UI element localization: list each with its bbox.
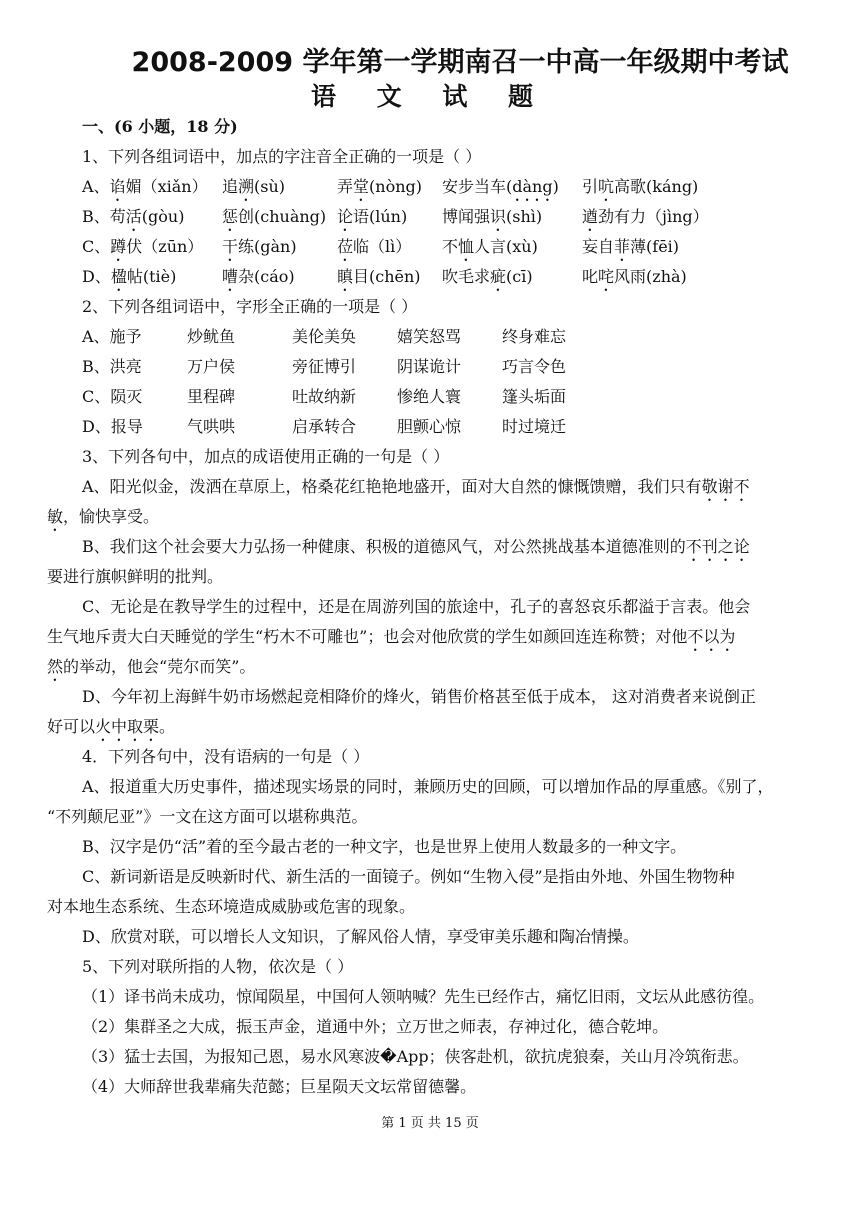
exam-title: 2008-2009 学年第一学期南召一中高一年级期中考试 bbox=[131, 47, 789, 78]
q2-option-a-word-1: A、施予 bbox=[82, 327, 142, 346]
q2-option-d-word-4: 胆颤心惊 bbox=[397, 417, 462, 436]
q3-option-b-cont: 要进行旗帜鲜明的批判。 bbox=[47, 567, 224, 586]
q3-stem: 3、下列各句中，加点的成语使用正确的一句是（ ） bbox=[82, 447, 450, 466]
q1-option-b-word-3: 论语(lún) bbox=[337, 207, 408, 226]
q1-option-d-word-5: 叱咤风雨(zhà) bbox=[582, 267, 687, 286]
q2-option-c-word-4: 惨绝人寰 bbox=[397, 387, 462, 406]
q3-option-a: A、阳光似金，泼洒在草原上，格桑花红艳艳地盛开，面对大自然的慷慨馈赠，我们只有敬谢不 bbox=[82, 477, 750, 496]
q1-option-d-word-1: D、楹帖(tiè) bbox=[82, 267, 177, 286]
exam-subtitle: 语 文 试 题 bbox=[310, 82, 550, 111]
q2-stem: 2、下列各组词语中，字形全正确的一项是（ ） bbox=[82, 297, 418, 316]
q4-option-d: D、欣赏对联，可以增长人文知识，了解风俗人情，享受审美乐趣和陶冶情操。 bbox=[82, 927, 639, 946]
q1-option-c-word-4: 不恤人言(xù) bbox=[442, 237, 538, 256]
q4-option-a: A、报道重大历史事件，描述现实场景的同时，兼顾历史的回顾，可以增加作品的厚重感。《别了， bbox=[82, 777, 774, 796]
q2-option-c-word-5: 篷头垢面 bbox=[502, 387, 567, 406]
q1-option-b-word-2: 惩创(chuàng) bbox=[222, 207, 327, 226]
q3-option-b: B、我们这个社会要大力弘扬一种健康、积极的道德风气，对公然挑战基本道德准则的不刊之论 bbox=[82, 537, 750, 556]
q5-item-3: （3）猛士去国，为报知己恩，易水风寒波�App；侠客赴机，欲抗虎狼秦，关山月冷筑衔悲。 bbox=[82, 1047, 749, 1066]
q2-option-a-word-3: 美伦美奂 bbox=[292, 327, 357, 346]
q3-option-d: D、今年初上海鲜牛奶市场燃起竞相降价的烽火，销售价格甚至低于成本， 这对消费者来说倒正 bbox=[82, 687, 756, 706]
q2-option-d-word-1: D、报导 bbox=[82, 417, 143, 436]
q1-option-d-word-4: 吹毛求疵(cī) bbox=[442, 267, 533, 286]
section-heading: 一、(6 小题，18 分) bbox=[82, 117, 238, 136]
q1-option-d-word-3: 瞋目(chēn) bbox=[337, 267, 421, 286]
q2-option-b-word-3: 旁征博引 bbox=[292, 357, 357, 376]
q4-stem: 4．下列各句中，没有语病的一句是（ ） bbox=[82, 747, 370, 766]
q1-option-b-word-1: B、苟活(gòu) bbox=[82, 207, 185, 226]
q5-item-4: （4）大师辞世我辈痛失范懿；巨星陨天文坛常留德馨。 bbox=[82, 1077, 477, 1096]
q1-option-b-word-4: 博闻强识(shì) bbox=[442, 207, 543, 226]
q1-stem: 1、下列各组词语中，加点的字注音全正确的一项是（ ） bbox=[82, 147, 482, 166]
q2-option-c-word-1: C、陨灭 bbox=[82, 387, 143, 406]
q4-option-b: B、汉字是仍“活”着的至今最古老的一种文字，也是世界上使用人数最多的一种文字。 bbox=[82, 837, 687, 856]
q1-option-a-word-1: A、谄媚（xiǎn） bbox=[82, 177, 208, 196]
q1-option-d-word-2: 嘈杂(cáo) bbox=[222, 267, 295, 286]
q3-option-c: C、无论是在教导学生的过程中，还是在周游列国的旅途中，孔子的喜怒哀乐都溢于言表。他会 bbox=[82, 597, 751, 616]
q2-option-a-word-2: 炒鱿鱼 bbox=[187, 327, 236, 346]
q5-stem: 5、下列对联所指的人物，依次是（ ） bbox=[82, 957, 354, 976]
q2-option-a-word-4: 嬉笑怒骂 bbox=[397, 327, 462, 346]
page-footer: 第 1 页 共 15 页 bbox=[381, 1116, 479, 1131]
q1-option-a-word-4: 安步当车(dàng) bbox=[442, 177, 559, 196]
q2-option-d-word-2: 气哄哄 bbox=[187, 417, 236, 436]
q3-option-a-cont: 敏，愉快享受。 bbox=[47, 507, 160, 526]
q2-option-c-word-2: 里程碑 bbox=[187, 387, 236, 406]
q4-option-a-cont: “不列颠尼亚”》一文在这方面可以堪称典范。 bbox=[47, 807, 368, 826]
q4-option-c-cont: 对本地生态系统、生态环境造成威胁或危害的现象。 bbox=[47, 897, 416, 916]
q2-option-b-word-1: B、洪亮 bbox=[82, 357, 142, 376]
q1-option-b-word-5: 遒劲有力（jìng） bbox=[582, 207, 709, 226]
q1-option-c-word-3: 莅临（lì） bbox=[337, 237, 412, 256]
q1-option-a-word-5: 引吭高歌(káng) bbox=[582, 177, 699, 196]
q2-option-d-word-5: 时过境迁 bbox=[502, 417, 567, 436]
q3-option-c-cont2: 然的举动，他会“莞尔而笑”。 bbox=[47, 657, 256, 676]
q3-option-c-cont: 生气地斥责大白天睡觉的学生“朽木不可雕也”；也会对他欣赏的学生如颜回连连称赞；对他不以为 bbox=[47, 627, 736, 646]
q2-option-c-word-3: 吐故纳新 bbox=[292, 387, 357, 406]
q2-option-a-word-5: 终身难忘 bbox=[502, 327, 567, 346]
q1-option-c-word-1: C、蹲伏（zūn） bbox=[82, 237, 204, 256]
q1-option-c-word-2: 干练(gàn) bbox=[222, 237, 297, 256]
q1-option-a-word-2: 追溯(sù) bbox=[222, 177, 286, 196]
q2-option-d-word-3: 启承转合 bbox=[292, 417, 357, 436]
q5-item-1: （1）译书尚未成功，惊闻陨星，中国何人领呐喊？先生已经作古，痛忆旧雨，文坛从此感彷徨。 bbox=[82, 987, 765, 1006]
q4-option-c: C、新词新语是反映新时代、新生活的一面镜子。例如“生物入侵”是指由外地、外国生物物种 bbox=[82, 867, 735, 886]
q1-option-c-word-5: 妄自菲薄(fēi) bbox=[582, 237, 680, 256]
q2-option-b-word-2: 万户侯 bbox=[187, 357, 236, 376]
q2-option-b-word-5: 巧言令色 bbox=[502, 357, 567, 376]
q3-option-d-cont: 好可以火中取栗。 bbox=[47, 717, 176, 736]
q2-option-b-word-4: 阴谋诡计 bbox=[397, 357, 462, 376]
q1-option-a-word-3: 弄堂(nòng) bbox=[337, 177, 422, 196]
q5-item-2: （2）集群圣之大成，振玉声金，道通中外；立万世之师表，存神过化，德合乾坤。 bbox=[82, 1017, 669, 1036]
